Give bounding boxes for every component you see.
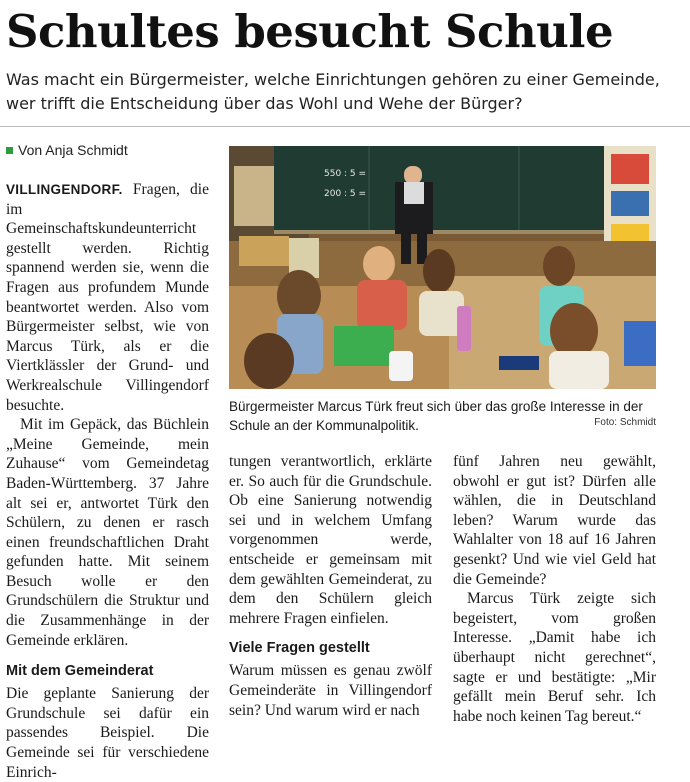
article-photo <box>229 146 656 389</box>
subheadline: Was macht ein Bürgermeister, welche Einrichtungen gehören zu einer Gemeinde, wer trifft die Entscheidung über das Wohl und Wehe der Bürger? <box>6 70 660 113</box>
headline: Schultes besucht Schule <box>6 5 614 58</box>
paragraph-5: Marcus Türk zeigte sich begeistert, vom großen Interesse. „Damit habe ich überhaupt nicht gerechnet“, sagte er und bestätigte: „Mir gefällt mein Beruf sehr. Ich habe noch keinen Tag bereut.“ <box>453 590 656 725</box>
board-text-1: 550 : 5 = <box>324 169 367 179</box>
board-text-2: 200 : 5 = <box>324 189 367 199</box>
photo-credit: Foto: Schmidt <box>594 417 656 428</box>
paragraph-4-start: Warum müssen es genau zwölf Gemeinderäte in Villingendorf sein? Und warum wird er nach <box>229 662 432 719</box>
paragraph-1-text: Fragen, die im Gemeinschaftskundeunterricht gestellt werden. Richtig spannend werden sie, wenn die Fragen aus profundem Munde beantwortet werden. Also vom Bürgermeister selbst, wie von Marcus Türk, als er die Viertklässler der Grund- und Werkrealschule Villingendorf besuchte. <box>6 181 209 414</box>
subheading-fragen: Viele Fragen gestellt <box>229 640 370 657</box>
subheading-gemeinderat: Mit dem Gemeinderat <box>6 663 154 680</box>
paragraph-1 <box>6 180 209 415</box>
paragraph-4-end: fünf Jahren neu gewählt, obwohl er gut ist? Dürfen alle wählen, die in Deutschland leben? Warum wurde das Wahlalter von 18 auf 16 Jahren gesenkt? Und wie viel Geld hat die Gemeinde? <box>453 453 656 588</box>
dateline: VILLINGENDORF. <box>6 182 123 197</box>
byline <box>6 142 128 158</box>
paragraph-2: Mit im Gepäck, das Büchlein „Meine Gemeinde, mein Zuhause“ vom Gemeindetag Baden-Württemberg. 37 Jahre alt sei er, antwortet Türk den Schülern, zu denen er rasch einen freundschaftlichen Draht gefunden hatte. Mit seinem Besuch wolle er den Grundschülern die Struktur und die Zusammenhänge in der Gemeinde erklären. <box>6 416 209 649</box>
photo-caption: Bürgermeister Marcus Türk freut sich über das große Interesse in der Schule an der Kommunalpolitik. <box>229 399 643 433</box>
text-column-3 <box>453 452 656 726</box>
paragraph-3-end: tungen verantwortlich, erklärte er. So auch für die Grundschule. Ob eine Sanierung notwendig sei und in welchem Umfang vorgenommen werde, entscheide er gemeinsam mit dem gewählten Gemeinderat, zu dem den Schülern gleich mehrere Fragen einfielen. <box>229 453 432 627</box>
header-divider <box>0 126 690 127</box>
text-column-1 <box>6 180 209 782</box>
text-column-2 <box>229 452 432 720</box>
byline-square-icon <box>6 147 13 154</box>
byline-author: Von Anja Schmidt <box>18 142 128 158</box>
paragraph-3-start: Die geplante Sanierung der Grundschule sei dafür ein passendes Beispiel. Die Gemeinde sei für verschiedene Einrich- <box>6 685 209 781</box>
